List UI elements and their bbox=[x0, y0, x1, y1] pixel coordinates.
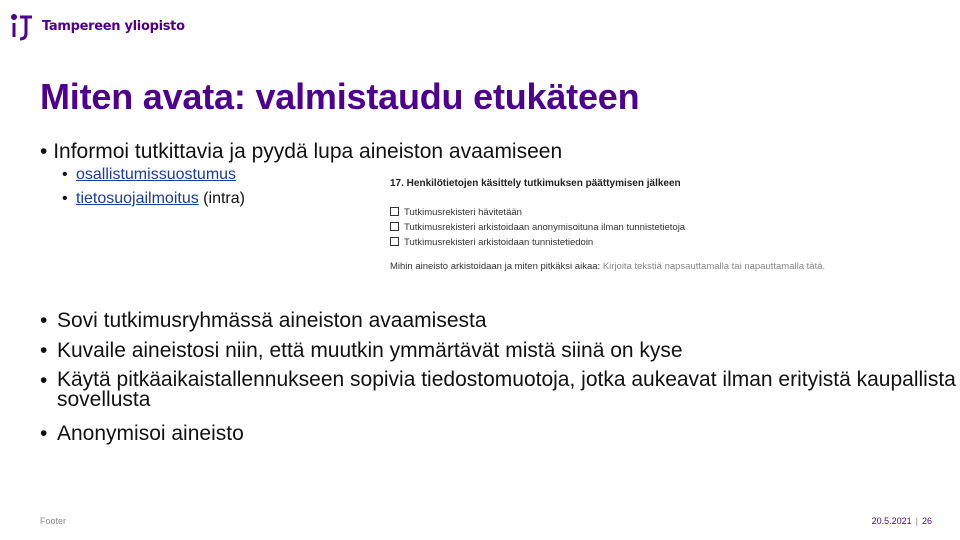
bullet-text: Informoi tutkittavia ja pyydä lupa aineiston avaamiseen bbox=[53, 140, 563, 163]
sub-bullet-privacy-notice bbox=[62, 190, 245, 208]
bullet-dot: • bbox=[40, 309, 48, 332]
form-excerpt bbox=[390, 178, 870, 272]
link-tietosuojailmoitus[interactable]: tietosuojailmoitus bbox=[76, 190, 199, 207]
university-logo bbox=[10, 10, 185, 42]
slide-date: 20.5.2021 bbox=[871, 516, 912, 526]
form-heading: 17. Henkilötietojen käsittely tutkimuksen päättymisen jälkeen bbox=[390, 178, 681, 189]
checkbox-icon[interactable] bbox=[390, 237, 399, 246]
bullet-dot: • bbox=[40, 339, 48, 362]
list-item: • Kuvaile aineistosi niin, että muutkin ymmärtävät mistä siinä on kyse bbox=[40, 339, 683, 362]
form-question-label: Mihin aineisto arkistoidaan ja miten pitkäksi aikaa: bbox=[390, 261, 601, 272]
page-title: Miten avata: valmistaudu etukäteen bbox=[40, 76, 640, 117]
slide-info bbox=[872, 516, 932, 526]
list-item: • Sovi tutkimusryhmässä aineiston avaamisesta bbox=[40, 309, 487, 332]
checkbox-icon[interactable] bbox=[390, 222, 399, 231]
checkbox-icon[interactable] bbox=[390, 207, 399, 216]
bullet-dot: • bbox=[40, 140, 54, 163]
bullet-dot: • bbox=[62, 166, 68, 183]
link-osallistumissuostumus[interactable]: osallistumissuostumus bbox=[76, 166, 237, 183]
form-options bbox=[390, 205, 870, 250]
logo-text: Tampereen yliopisto bbox=[42, 18, 185, 34]
form-option[interactable]: Tutkimusrekisteri hävitetään bbox=[390, 205, 870, 220]
bullet-dot: • bbox=[62, 190, 68, 207]
separator: | bbox=[915, 516, 918, 526]
form-option[interactable]: Tutkimusrekisteri arkistoidaan anonymisoituna ilman tunnistetietoja bbox=[390, 220, 870, 235]
sub-bullet-consent bbox=[62, 166, 236, 184]
form-option[interactable]: Tutkimusrekisteri arkistoidaan tunnistetiedoin bbox=[390, 235, 870, 250]
list-item: • Käytä pitkäaikaistallennukseen sopivia tiedostomuotoja, jotka aukeavat ilman erityistä kaupallista sovellusta bbox=[40, 368, 956, 411]
bullet-dot: • bbox=[40, 369, 48, 392]
bullet-informoi bbox=[40, 140, 562, 164]
logo-mark-icon bbox=[10, 11, 36, 41]
footer-text: Footer bbox=[40, 516, 67, 526]
page-number: 26 bbox=[921, 516, 932, 526]
form-answer-placeholder[interactable]: Kirjoita tekstiä napsauttamalla tai napauttamalla tätä. bbox=[602, 261, 826, 272]
bullet-dot: • bbox=[40, 422, 48, 445]
list-item: • Anonymisoi aineisto bbox=[40, 422, 244, 445]
form-question bbox=[390, 261, 860, 272]
sub-bullet-suffix: (intra) bbox=[198, 190, 245, 207]
bullet-list bbox=[40, 309, 960, 452]
